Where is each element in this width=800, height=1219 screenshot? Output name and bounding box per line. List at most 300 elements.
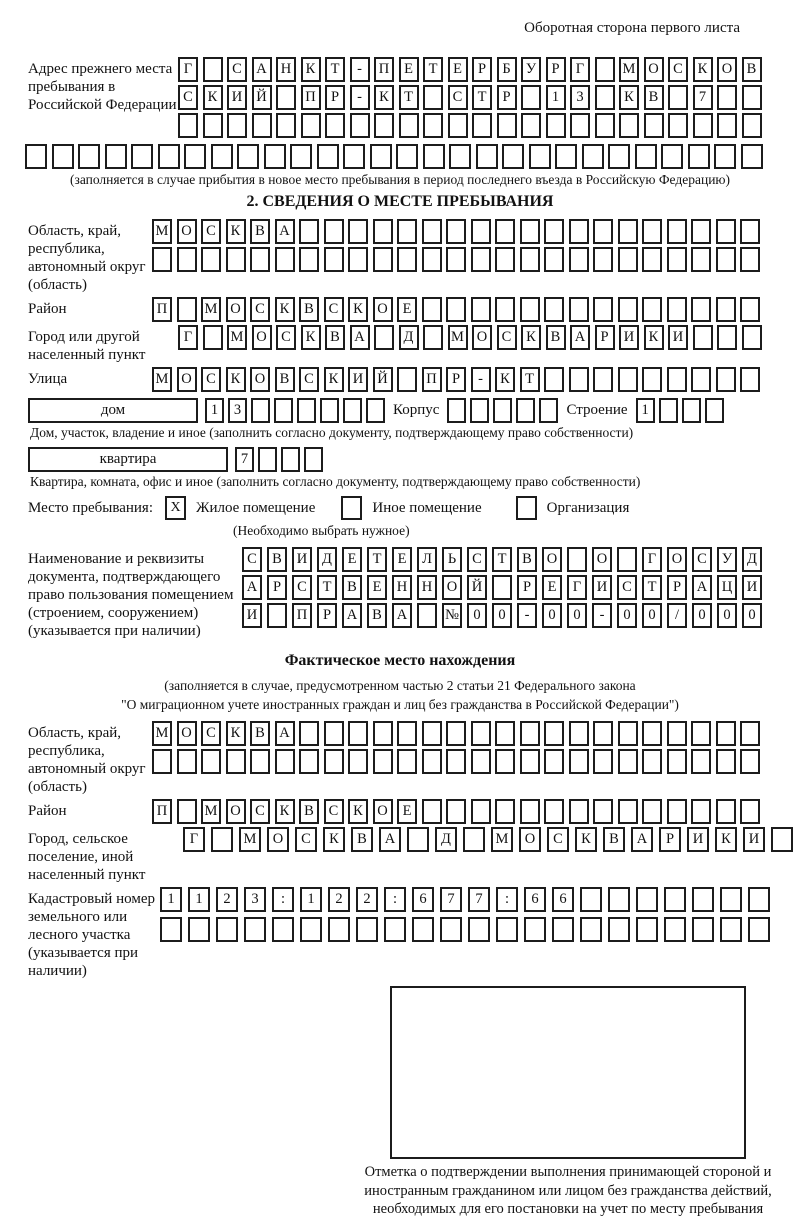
char-cell[interactable] [470,398,489,423]
char-cell[interactable] [440,917,462,942]
char-cell[interactable]: И [227,85,247,110]
char-cell[interactable]: Т [317,575,337,600]
char-cell[interactable]: О [472,325,492,350]
char-cell[interactable] [691,247,711,272]
char-cell[interactable]: В [546,325,566,350]
char-cell[interactable] [250,749,270,774]
char-cell[interactable] [397,721,417,746]
char-cell[interactable] [595,113,615,138]
char-cell[interactable] [593,799,613,824]
char-cell[interactable]: О [644,57,664,82]
char-cell[interactable] [203,57,223,82]
char-cell[interactable] [300,917,322,942]
char-cell[interactable] [618,749,638,774]
char-cell[interactable] [244,917,266,942]
char-cell[interactable] [299,749,319,774]
char-cell[interactable]: О [226,799,246,824]
char-cell[interactable]: 0 [542,603,562,628]
char-cell[interactable] [688,144,710,169]
char-cell[interactable] [446,799,466,824]
char-cell[interactable]: Р [446,367,466,392]
char-cell[interactable]: М [152,721,172,746]
char-cell[interactable]: О [250,367,270,392]
char-cell[interactable]: К [275,799,295,824]
char-cell[interactable] [502,144,524,169]
char-cell[interactable]: В [267,547,287,572]
char-cell[interactable]: К [226,219,246,244]
char-cell[interactable]: М [619,57,639,82]
char-cell[interactable] [595,57,615,82]
char-cell[interactable]: П [152,297,172,322]
char-cell[interactable] [539,398,558,423]
char-cell[interactable] [448,113,468,138]
char-cell[interactable]: 6 [552,887,574,912]
char-cell[interactable] [422,749,442,774]
char-cell[interactable]: П [374,57,394,82]
char-cell[interactable] [693,325,713,350]
char-cell[interactable]: А [570,325,590,350]
char-cell[interactable] [272,917,294,942]
char-cell[interactable]: О [252,325,272,350]
char-cell[interactable] [661,144,683,169]
char-cell[interactable]: Р [472,57,492,82]
char-cell[interactable]: М [227,325,247,350]
char-cell[interactable] [350,113,370,138]
char-cell[interactable]: У [521,57,541,82]
char-cell[interactable] [226,247,246,272]
char-cell[interactable] [258,447,277,472]
char-cell[interactable]: Г [178,57,198,82]
char-cell[interactable]: В [742,57,762,82]
char-cell[interactable] [373,721,393,746]
char-cell[interactable]: С [242,547,262,572]
char-cell[interactable] [324,749,344,774]
char-cell[interactable]: Й [373,367,393,392]
char-cell[interactable]: П [292,603,312,628]
char-cell[interactable]: 3 [228,398,247,423]
char-cell[interactable]: И [668,325,688,350]
char-cell[interactable]: Г [570,57,590,82]
char-cell[interactable] [717,325,737,350]
char-cell[interactable]: К [575,827,597,852]
char-cell[interactable] [177,749,197,774]
char-cell[interactable] [691,749,711,774]
char-cell[interactable] [495,297,515,322]
char-cell[interactable]: И [348,367,368,392]
char-cell[interactable]: С [467,547,487,572]
char-cell[interactable]: № [442,603,462,628]
char-cell[interactable] [716,721,736,746]
char-cell[interactable] [617,547,637,572]
char-cell[interactable]: Н [276,57,296,82]
char-cell[interactable] [304,447,323,472]
char-cell[interactable] [384,917,406,942]
char-cell[interactable] [275,247,295,272]
char-cell[interactable]: О [442,575,462,600]
char-cell[interactable] [290,144,312,169]
char-cell[interactable] [742,113,762,138]
char-cell[interactable] [742,85,762,110]
char-cell[interactable] [740,247,760,272]
char-cell[interactable] [276,85,296,110]
char-cell[interactable] [211,144,233,169]
char-cell[interactable]: С [178,85,198,110]
char-cell[interactable]: В [603,827,625,852]
char-cell[interactable]: В [644,85,664,110]
char-cell[interactable] [275,749,295,774]
char-cell[interactable] [493,398,512,423]
char-cell[interactable]: А [631,827,653,852]
char-cell[interactable]: С [324,799,344,824]
char-cell[interactable] [417,603,437,628]
char-cell[interactable] [203,325,223,350]
char-cell[interactable] [636,917,658,942]
char-cell[interactable] [740,219,760,244]
char-cell[interactable]: Р [595,325,615,350]
char-cell[interactable]: О [373,799,393,824]
char-cell[interactable] [343,144,365,169]
char-cell[interactable]: К [226,367,246,392]
char-cell[interactable]: К [521,325,541,350]
char-cell[interactable]: 3 [570,85,590,110]
char-cell[interactable]: 0 [467,603,487,628]
char-cell[interactable] [642,297,662,322]
char-cell[interactable] [422,297,442,322]
char-cell[interactable] [667,749,687,774]
char-cell[interactable]: К [275,297,295,322]
char-cell[interactable] [423,85,443,110]
char-cell[interactable] [691,721,711,746]
char-cell[interactable] [317,144,339,169]
char-cell[interactable] [569,219,589,244]
char-cell[interactable]: Е [367,575,387,600]
char-cell[interactable] [544,799,564,824]
char-cell[interactable]: М [448,325,468,350]
char-cell[interactable] [446,219,466,244]
char-cell[interactable]: И [742,575,762,600]
char-cell[interactable] [252,113,272,138]
char-cell[interactable]: В [517,547,537,572]
char-cell[interactable]: И [292,547,312,572]
char-cell[interactable]: Г [642,547,662,572]
stay-type-checkbox-residential[interactable]: X [165,496,186,520]
char-cell[interactable] [348,721,368,746]
char-cell[interactable] [158,144,180,169]
char-cell[interactable] [716,799,736,824]
char-cell[interactable] [356,917,378,942]
char-cell[interactable]: 1 [205,398,224,423]
char-cell[interactable] [567,547,587,572]
char-cell[interactable]: А [692,575,712,600]
char-cell[interactable] [642,247,662,272]
char-cell[interactable]: И [687,827,709,852]
char-cell[interactable] [324,219,344,244]
char-cell[interactable] [412,917,434,942]
char-cell[interactable] [593,219,613,244]
char-cell[interactable] [177,297,197,322]
char-cell[interactable]: К [301,57,321,82]
char-cell[interactable] [274,398,293,423]
char-cell[interactable]: Й [252,85,272,110]
char-cell[interactable] [520,799,540,824]
char-cell[interactable]: В [351,827,373,852]
char-cell[interactable]: О [717,57,737,82]
char-cell[interactable] [748,917,770,942]
char-cell[interactable] [717,113,737,138]
char-cell[interactable] [373,219,393,244]
char-cell[interactable] [667,367,687,392]
char-cell[interactable] [642,799,662,824]
char-cell[interactable] [495,799,515,824]
char-cell[interactable]: О [226,297,246,322]
char-cell[interactable] [771,827,793,852]
char-cell[interactable]: В [367,603,387,628]
char-cell[interactable]: Т [492,547,512,572]
char-cell[interactable] [177,799,197,824]
char-cell[interactable]: Р [517,575,537,600]
char-cell[interactable]: В [275,367,295,392]
char-cell[interactable]: 1 [300,887,322,912]
char-cell[interactable]: Т [325,57,345,82]
char-cell[interactable]: Д [317,547,337,572]
char-cell[interactable]: Т [642,575,662,600]
char-cell[interactable]: Н [417,575,437,600]
char-cell[interactable] [608,917,630,942]
char-cell[interactable]: Б [497,57,517,82]
char-cell[interactable]: Р [546,57,566,82]
char-cell[interactable]: М [491,827,513,852]
char-cell[interactable] [521,113,541,138]
char-cell[interactable]: К [203,85,223,110]
char-cell[interactable] [691,219,711,244]
char-cell[interactable] [691,799,711,824]
char-cell[interactable] [471,749,491,774]
char-cell[interactable]: М [201,297,221,322]
char-cell[interactable]: Т [423,57,443,82]
char-cell[interactable]: 0 [617,603,637,628]
char-cell[interactable]: И [619,325,639,350]
char-cell[interactable]: Г [178,325,198,350]
char-cell[interactable] [659,398,678,423]
char-cell[interactable]: А [242,575,262,600]
char-cell[interactable] [188,917,210,942]
char-cell[interactable] [520,297,540,322]
char-cell[interactable] [468,917,490,942]
char-cell[interactable]: Н [392,575,412,600]
char-cell[interactable]: Е [397,799,417,824]
char-cell[interactable]: К [644,325,664,350]
char-cell[interactable]: - [592,603,612,628]
char-cell[interactable]: С [692,547,712,572]
char-cell[interactable]: М [152,219,172,244]
char-cell[interactable] [618,247,638,272]
char-cell[interactable] [570,113,590,138]
char-cell[interactable] [691,297,711,322]
char-cell[interactable]: П [152,799,172,824]
char-cell[interactable]: М [239,827,261,852]
char-cell[interactable]: Е [399,57,419,82]
char-cell[interactable]: О [542,547,562,572]
char-cell[interactable]: Т [367,547,387,572]
char-cell[interactable] [492,575,512,600]
char-cell[interactable] [476,144,498,169]
char-cell[interactable] [569,749,589,774]
char-cell[interactable] [423,113,443,138]
char-cell[interactable] [471,721,491,746]
char-cell[interactable]: К [301,325,321,350]
char-cell[interactable] [495,247,515,272]
char-cell[interactable] [374,325,394,350]
char-cell[interactable]: 6 [412,887,434,912]
char-cell[interactable]: - [517,603,537,628]
char-cell[interactable]: С [276,325,296,350]
char-cell[interactable] [667,799,687,824]
char-cell[interactable] [276,113,296,138]
char-cell[interactable] [422,799,442,824]
char-cell[interactable] [544,721,564,746]
char-cell[interactable]: И [592,575,612,600]
char-cell[interactable] [226,749,246,774]
char-cell[interactable]: 0 [692,603,712,628]
char-cell[interactable] [582,144,604,169]
char-cell[interactable] [184,144,206,169]
char-cell[interactable] [740,297,760,322]
char-cell[interactable] [544,367,564,392]
char-cell[interactable]: К [348,297,368,322]
char-cell[interactable] [397,749,417,774]
char-cell[interactable]: 7 [693,85,713,110]
char-cell[interactable] [423,325,443,350]
char-cell[interactable] [636,887,658,912]
char-cell[interactable] [396,144,418,169]
char-cell[interactable] [25,144,47,169]
char-cell[interactable] [423,144,445,169]
char-cell[interactable] [740,721,760,746]
char-cell[interactable]: К [715,827,737,852]
char-cell[interactable]: П [301,85,321,110]
char-cell[interactable]: : [272,887,294,912]
char-cell[interactable] [496,917,518,942]
char-cell[interactable] [593,367,613,392]
char-cell[interactable]: О [267,827,289,852]
char-cell[interactable]: К [226,721,246,746]
char-cell[interactable]: 7 [468,887,490,912]
char-cell[interactable]: Т [472,85,492,110]
char-cell[interactable] [281,447,300,472]
char-cell[interactable] [201,247,221,272]
char-cell[interactable]: К [495,367,515,392]
char-cell[interactable] [546,113,566,138]
char-cell[interactable] [667,247,687,272]
char-cell[interactable]: В [342,575,362,600]
char-cell[interactable]: 2 [356,887,378,912]
char-cell[interactable] [667,721,687,746]
char-cell[interactable] [370,144,392,169]
char-cell[interactable]: С [547,827,569,852]
char-cell[interactable] [642,721,662,746]
char-cell[interactable]: 2 [216,887,238,912]
char-cell[interactable] [552,917,574,942]
char-cell[interactable]: О [592,547,612,572]
char-cell[interactable] [668,85,688,110]
char-cell[interactable]: Р [325,85,345,110]
char-cell[interactable] [664,917,686,942]
char-cell[interactable]: С [617,575,637,600]
char-cell[interactable]: 0 [642,603,662,628]
char-cell[interactable]: Р [497,85,517,110]
char-cell[interactable]: 0 [717,603,737,628]
char-cell[interactable] [201,749,221,774]
char-cell[interactable] [237,144,259,169]
char-cell[interactable]: Д [399,325,419,350]
char-cell[interactable] [495,721,515,746]
char-cell[interactable] [105,144,127,169]
char-cell[interactable]: : [384,887,406,912]
char-cell[interactable] [422,219,442,244]
char-cell[interactable] [569,799,589,824]
char-cell[interactable]: О [177,721,197,746]
char-cell[interactable]: К [693,57,713,82]
char-cell[interactable] [495,219,515,244]
char-cell[interactable] [348,749,368,774]
char-cell[interactable]: К [348,799,368,824]
char-cell[interactable] [608,887,630,912]
char-cell[interactable]: / [667,603,687,628]
stay-type-checkbox-other[interactable] [341,496,362,520]
char-cell[interactable]: 0 [492,603,512,628]
char-cell[interactable]: К [374,85,394,110]
char-cell[interactable] [716,247,736,272]
char-cell[interactable]: С [250,799,270,824]
char-cell[interactable] [593,749,613,774]
char-cell[interactable]: П [422,367,442,392]
char-cell[interactable] [301,113,321,138]
char-cell[interactable]: А [252,57,272,82]
char-cell[interactable] [422,247,442,272]
char-cell[interactable] [740,367,760,392]
char-cell[interactable] [373,247,393,272]
char-cell[interactable]: Ц [717,575,737,600]
char-cell[interactable]: 6 [524,887,546,912]
char-cell[interactable]: К [323,827,345,852]
char-cell[interactable] [716,367,736,392]
char-cell[interactable] [152,247,172,272]
char-cell[interactable] [152,749,172,774]
char-cell[interactable] [593,297,613,322]
char-cell[interactable] [320,398,339,423]
char-cell[interactable]: Й [467,575,487,600]
char-cell[interactable]: С [299,367,319,392]
char-cell[interactable]: Ь [442,547,462,572]
char-cell[interactable]: Д [435,827,457,852]
char-cell[interactable]: М [152,367,172,392]
char-cell[interactable] [520,749,540,774]
char-cell[interactable] [529,144,551,169]
stay-type-checkbox-organization[interactable] [516,496,537,520]
char-cell[interactable] [716,297,736,322]
char-cell[interactable] [618,721,638,746]
char-cell[interactable] [160,917,182,942]
char-cell[interactable]: 2 [328,887,350,912]
char-cell[interactable] [619,113,639,138]
char-cell[interactable] [446,247,466,272]
char-cell[interactable] [595,85,615,110]
char-cell[interactable] [497,113,517,138]
char-cell[interactable] [714,144,736,169]
char-cell[interactable] [521,85,541,110]
char-cell[interactable] [227,113,247,138]
char-cell[interactable]: А [342,603,362,628]
